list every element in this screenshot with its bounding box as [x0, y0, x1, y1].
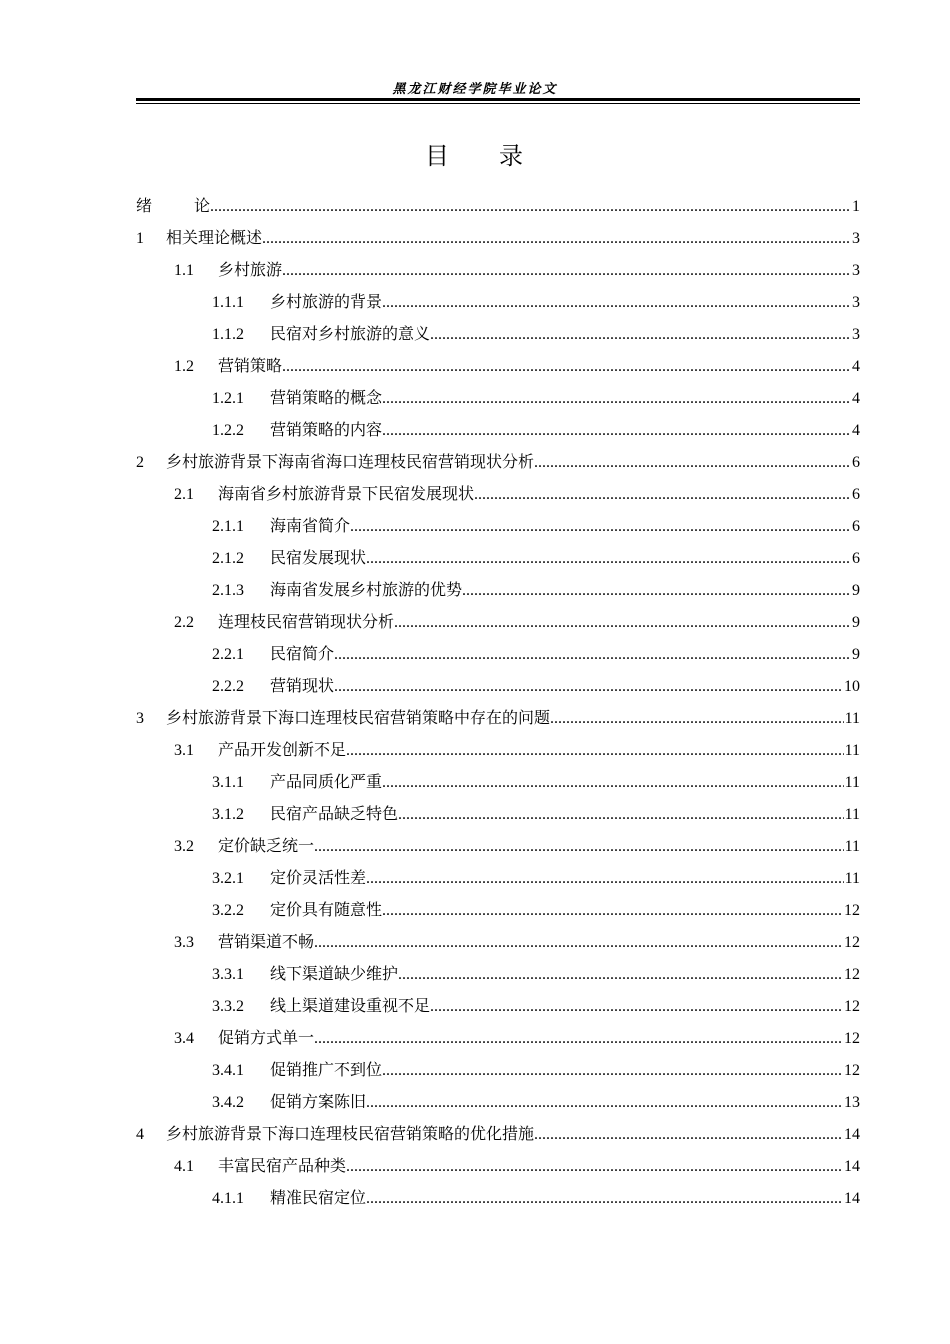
toc-entry-title: 营销渠道不畅 [218, 932, 315, 951]
toc-entry-number: 1.1.2 [212, 326, 244, 343]
toc-entry-title: 促销方案陈旧 [270, 1092, 367, 1111]
toc-entry[interactable] [174, 1150, 860, 1182]
toc-entry[interactable] [136, 222, 860, 254]
toc-entry-number: 3.1.1 [212, 774, 244, 791]
dot-leader [550, 703, 844, 735]
toc-entry[interactable] [212, 670, 860, 702]
toc-entry-title: 营销策略 [218, 356, 283, 375]
toc-entry-page-number: 12 [844, 934, 860, 951]
dot-leader [394, 607, 851, 639]
toc-entry-title: 民宿对乡村旅游的意义 [270, 324, 431, 343]
header-rule-thick [136, 98, 860, 101]
dot-leader [398, 799, 844, 831]
dot-leader [346, 1151, 843, 1183]
toc-entry-title: 产品开发创新不足 [218, 740, 347, 759]
toc-entry-page-number: 6 [852, 518, 860, 535]
toc-entry-title: 民宿产品缺乏特色 [270, 804, 399, 823]
toc-entry-number: 1 [136, 230, 144, 247]
toc-entry[interactable] [174, 830, 860, 862]
toc-entry-page-number: 9 [852, 646, 860, 663]
toc-entry-page-number: 14 [844, 1190, 860, 1207]
toc-entry-number: 1.1.1 [212, 294, 244, 311]
running-header-title: 黑龙江财经学院毕业论文 [392, 82, 558, 97]
toc-entry[interactable] [212, 414, 860, 446]
toc-entry-page-number: 14 [844, 1158, 860, 1175]
dot-leader [382, 383, 851, 415]
toc-entry-page-number: 3 [852, 230, 860, 247]
toc-entry-page-number: 11 [844, 870, 860, 887]
toc-entry-number: 3.3.1 [212, 966, 244, 983]
toc-entry[interactable] [212, 286, 860, 318]
toc-entry-title: 民宿发展现状 [270, 548, 367, 567]
toc-entry-page-number: 4 [852, 422, 860, 439]
toc-entry-page-number: 3 [852, 262, 860, 279]
toc-entry[interactable] [174, 254, 860, 286]
toc-entry-title: 营销策略的概念 [270, 388, 383, 407]
toc-entry-number: 3.4 [174, 1030, 194, 1047]
toc-entry[interactable] [212, 638, 860, 670]
toc-entry-page-number: 9 [852, 582, 860, 599]
dot-leader [474, 479, 851, 511]
toc-entry-title: 连理枝民宿营销现状分析 [218, 612, 395, 631]
toc-entry-title: 丰富民宿产品种类 [218, 1156, 347, 1175]
toc-entry-number: 2.2 [174, 614, 194, 631]
toc-entry-number: 1.2.1 [212, 390, 244, 407]
toc-entry-page-number: 10 [844, 678, 860, 695]
toc-entry-number: 2 [136, 454, 144, 471]
toc-entry-number: 2.1.3 [212, 582, 244, 599]
toc-entry-number: 2.1 [174, 486, 194, 503]
toc-entry-title: 相关理论概述 [166, 228, 263, 247]
toc-title-char-1: 目 [425, 142, 451, 170]
toc-entry[interactable] [212, 318, 860, 350]
toc-entry[interactable] [212, 574, 860, 606]
toc-entry-page-number: 3 [852, 294, 860, 311]
toc-entry[interactable] [136, 1118, 860, 1150]
dot-leader [282, 255, 851, 287]
toc-entry-number: 1.2.2 [212, 422, 244, 439]
toc-entry-number: 3.2.1 [212, 870, 244, 887]
toc-entry-page-number: 12 [844, 966, 860, 983]
dot-leader [534, 447, 851, 479]
toc-entry[interactable] [212, 766, 860, 798]
toc-entry-number: 2.2.2 [212, 678, 244, 695]
dot-leader [282, 351, 851, 383]
toc-entry-number: 3.4.2 [212, 1094, 244, 1111]
toc-entry[interactable] [174, 926, 860, 958]
toc-entry-page-number: 11 [844, 774, 860, 791]
toc-entry-page-number: 4 [852, 390, 860, 407]
dot-leader [350, 511, 851, 543]
dot-leader [262, 223, 851, 255]
dot-leader [210, 191, 851, 223]
dot-leader [398, 959, 843, 991]
toc-entry-number: 3.3.2 [212, 998, 244, 1015]
toc-entry-page-number: 12 [844, 998, 860, 1015]
toc-entry-number: 2.1.1 [212, 518, 244, 535]
toc-entry-number: 绪 [136, 196, 153, 215]
dot-leader [382, 895, 843, 927]
toc-entry-number: 3.4.1 [212, 1062, 244, 1079]
toc-entry-title: 海南省简介 [270, 516, 351, 535]
dot-leader [462, 575, 851, 607]
dot-leader [314, 1023, 843, 1055]
toc-entry-title: 营销策略的内容 [270, 420, 383, 439]
toc-entry-page-number: 12 [844, 1030, 860, 1047]
toc-entry[interactable] [212, 542, 860, 574]
toc-entry-title: 海南省乡村旅游背景下民宿发展现状 [218, 484, 475, 503]
toc-entry[interactable] [212, 382, 860, 414]
toc-entry-number: 3.1.2 [212, 806, 244, 823]
toc-entry[interactable] [174, 478, 860, 510]
toc-entry-number: 3.3 [174, 934, 194, 951]
toc-entry-page-number: 14 [844, 1126, 860, 1143]
toc-entry-title: 产品同质化严重 [270, 772, 383, 791]
dot-leader [366, 543, 851, 575]
toc-entry[interactable] [212, 1054, 860, 1086]
toc-entry[interactable] [212, 894, 860, 926]
toc-entry-page-number: 11 [844, 806, 860, 823]
toc-entry-page-number: 11 [844, 742, 860, 759]
dot-leader [382, 287, 851, 319]
toc-entry-title: 海南省发展乡村旅游的优势 [270, 580, 463, 599]
dot-leader [430, 319, 851, 351]
toc-entry-title: 乡村旅游背景下海口连理枝民宿营销策略中存在的问题 [166, 708, 551, 727]
toc-entry-page-number: 13 [844, 1094, 860, 1111]
toc-entry-title: 定价缺乏统一 [218, 836, 315, 855]
toc-entry-number: 1.1 [174, 262, 194, 279]
dot-leader [314, 831, 844, 863]
toc-entry[interactable] [212, 862, 860, 894]
dot-leader [382, 767, 844, 799]
dot-leader [346, 735, 844, 767]
toc-entry[interactable] [174, 734, 860, 766]
dot-leader [366, 1087, 843, 1119]
toc-entry[interactable] [212, 1182, 860, 1214]
toc-entry[interactable] [136, 446, 860, 478]
toc-title-char-2: 录 [499, 142, 525, 170]
toc-entry-number: 3.2 [174, 838, 194, 855]
toc-entry-title: 线上渠道建设重视不足 [270, 996, 431, 1015]
toc-entry-title: 乡村旅游 [218, 260, 283, 279]
toc-entry[interactable] [212, 990, 860, 1022]
toc-entry[interactable] [174, 1022, 860, 1054]
toc-entry[interactable] [212, 798, 860, 830]
toc-entry[interactable] [136, 190, 860, 222]
toc-entry-page-number: 6 [852, 486, 860, 503]
toc-entry-page-number: 12 [844, 902, 860, 919]
toc-entry-page-number: 9 [852, 614, 860, 631]
toc-entry-page-number: 4 [852, 358, 860, 375]
toc-entry-title: 线下渠道缺少维护 [270, 964, 399, 983]
toc-entry[interactable] [212, 510, 860, 542]
toc-entry-title: 乡村旅游背景下海口连理枝民宿营销策略的优化措施 [166, 1124, 535, 1143]
toc-entry-number: 2.1.2 [212, 550, 244, 567]
toc-entry-page-number: 11 [844, 838, 860, 855]
toc-entry[interactable] [212, 958, 860, 990]
toc-entry-title: 乡村旅游背景下海南省海口连理枝民宿营销现状分析 [166, 452, 535, 471]
toc-entry-number: 4 [136, 1126, 144, 1143]
toc-entry-number: 2.2.1 [212, 646, 244, 663]
toc-entry-page-number: 6 [852, 550, 860, 567]
dot-leader [534, 1119, 843, 1151]
toc-entry-number: 3 [136, 710, 144, 727]
toc-title [0, 136, 950, 171]
dot-leader [382, 415, 851, 447]
toc-entry[interactable] [136, 702, 860, 734]
toc-entry-number: 1.2 [174, 358, 194, 375]
dot-leader [382, 1055, 843, 1087]
toc-entry[interactable] [174, 350, 860, 382]
toc-entry-title: 精准民宿定位 [270, 1188, 367, 1207]
toc-entry-title: 促销方式单一 [218, 1028, 315, 1047]
toc-entry-title: 定价灵活性差 [270, 868, 367, 887]
toc-entry-number: 3.1 [174, 742, 194, 759]
toc-entry-title: 营销现状 [270, 676, 335, 695]
toc-entry-page-number: 6 [852, 454, 860, 471]
dot-leader [366, 1183, 843, 1215]
dot-leader [366, 863, 844, 895]
toc-entry-title: 论 [194, 196, 211, 215]
toc-entry[interactable] [212, 1086, 860, 1118]
toc-entry[interactable] [174, 606, 860, 638]
header-rule-thin [136, 103, 860, 104]
toc-entry-number: 4.1 [174, 1158, 194, 1175]
dot-leader [334, 671, 843, 703]
toc-entry-number: 3.2.2 [212, 902, 244, 919]
toc-entry-title: 促销推广不到位 [270, 1060, 383, 1079]
toc-entry-title: 民宿简介 [270, 644, 335, 663]
toc-entry-page-number: 1 [852, 198, 860, 215]
dot-leader [314, 927, 843, 959]
toc-entry-number: 4.1.1 [212, 1190, 244, 1207]
dot-leader [430, 991, 843, 1023]
toc-entry-title: 定价具有随意性 [270, 900, 383, 919]
toc-entry-title: 乡村旅游的背景 [270, 292, 383, 311]
toc-entry-page-number: 11 [844, 710, 860, 727]
toc-entry-page-number: 12 [844, 1062, 860, 1079]
dot-leader [334, 639, 851, 671]
toc-entry-page-number: 3 [852, 326, 860, 343]
